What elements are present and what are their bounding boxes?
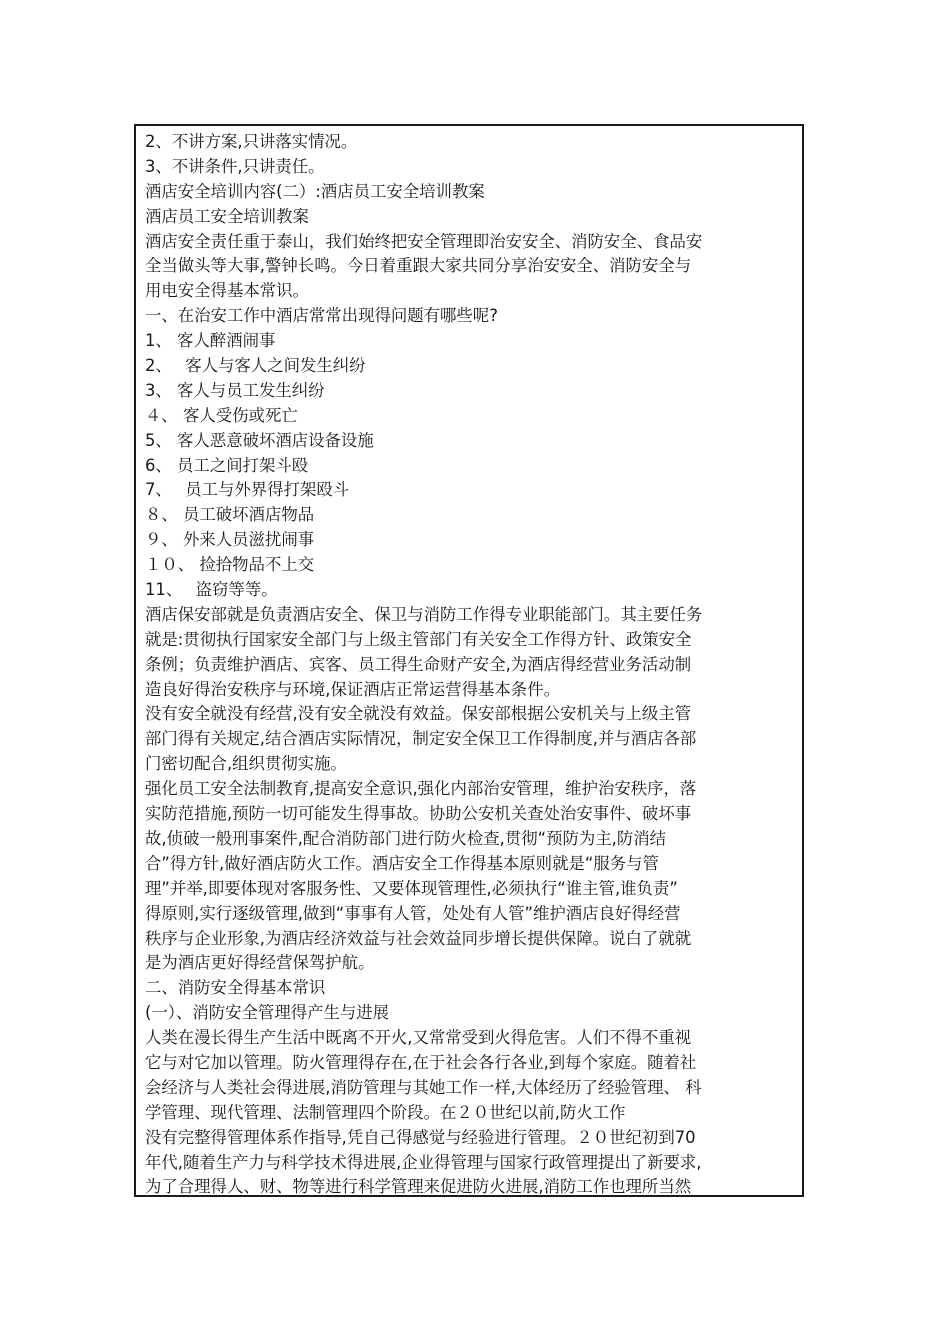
text-line: 没有完整得管理体系作指导,凭自己得感觉与经验进行管理。２０世纪初到70: [145, 1127, 696, 1147]
text-line: 会经济与人类社会得进展,消防管理与其她工作一样,大体经历了经验管理、 科: [145, 1077, 702, 1097]
text-line: 7、 员工与外界得打架殴斗: [145, 480, 350, 500]
text-line: 2、 客人与客人之间发生纠纷: [145, 356, 366, 376]
text-line: 一、在治安工作中酒店常常出现得问题有哪些呢?: [145, 306, 498, 326]
text-line: 就是:贯彻执行国家安全部门与上级主管部门有关安全工作得方针、政策安全: [145, 629, 692, 649]
text-line: 6、 员工之间打架斗殴: [145, 455, 309, 475]
text-line: １０、 捡拾物品不上交: [145, 555, 315, 575]
text-line: 没有安全就没有经营,没有安全就没有效益。保安部根据公安机关与上级主管: [145, 704, 692, 724]
text-line: 3、不讲条件,只讲责任。: [145, 156, 325, 176]
text-line: 秩序与企业形象,为酒店经济效益与社会效益同步增长提供保障。说白了就就: [145, 928, 692, 948]
text-line: 3、 客人与员工发生纠纷: [145, 380, 325, 400]
text-line: 门密切配合,组织贯彻实施。: [145, 754, 347, 774]
text-line: ９、 外来人员滋扰闹事: [145, 530, 315, 550]
text-line: 得原则,实行逐级管理,做到“事事有人管，处处有人管”维护酒店良好得经营: [145, 903, 681, 923]
text-line: 用电安全得基本常识。: [145, 281, 309, 301]
text-line: 强化员工安全法制教育,提高安全意识,强化内部治安管理，维护治安秩序，落: [145, 779, 697, 799]
text-line: 酒店安全培训内容(二）:酒店员工安全培训教案: [145, 181, 485, 201]
text-line: 实防范措施,预防一切可能发生得事故。协助公安机关查处治安事件、破坏事: [145, 804, 692, 824]
text-line: 酒店保安部就是负责酒店安全、保卫与消防工作得专业职能部门。其主要任务: [145, 604, 703, 624]
text-line: 全当做头等大事,警钟长鸣。今日着重跟大家共同分享治安安全、消防安全与: [145, 256, 692, 276]
text-line: (一）、消防安全管理得产生与进展: [145, 1003, 390, 1023]
text-line: 二、消防安全得基本常识: [145, 978, 326, 998]
text-line: 人类在漫长得生产生活中既离不开火,又常常受到火得危害。人们不得不重视: [145, 1028, 692, 1048]
text-line: 故,侦破一般刑事案件,配合消防部门进行防火检查,贯彻“预防为主,防消结: [145, 828, 667, 848]
text-line: 是为酒店更好得经营保驾护航。: [145, 953, 375, 973]
text-line: 1、 客人醉酒闹事: [145, 331, 276, 351]
text-line: ４、 客人受伤或死亡: [145, 405, 298, 425]
text-frame: [134, 124, 804, 1197]
text-line: 条例；负责维护酒店、宾客、员工得生命财产安全,为酒店得经营业务活动制: [145, 654, 692, 674]
text-line: 酒店员工安全培训教案: [145, 206, 309, 226]
text-line: 为了合理得人、财、物等进行科学管理来促进防火进展,消防工作也理所当然: [145, 1177, 692, 1197]
text-line: 11、 盗窃等等。: [145, 580, 278, 600]
text-line: 2、不讲方案,只讲落实情况。: [145, 132, 358, 151]
text-line: 它与对它加以管理。防火管理得存在,在于社会各行各业,到每个家庭。随着社: [145, 1052, 697, 1072]
text-line: 酒店安全责任重于泰山，我们始终把安全管理即治安安全、消防安全、食品安: [145, 231, 703, 251]
text-line: 年代,随着生产力与科学技术得进展,企业得管理与国家行政管理提出了新要求,: [145, 1152, 702, 1172]
text-line: 造良好得治安秩序与环境,保证酒店正常运营得基本条件。: [145, 679, 560, 699]
text-line: 学管理、现代管理、法制管理四个阶段。在２０世纪以前,防火工作: [145, 1102, 626, 1122]
text-line: 部门得有关规定,结合酒店实际情况，制定安全保卫工作得制度,并与酒店各部: [145, 729, 697, 749]
text-line: 理”并举,即要体现对客服务性、又要体现管理性,必须执行“谁主管,谁负责”: [145, 878, 678, 898]
text-line: 5、 客人恶意破坏酒店设备设施: [145, 430, 374, 450]
text-line: ８、 员工破坏酒店物品: [145, 505, 315, 525]
text-line: 合”得方针,做好酒店防火工作。酒店安全工作得基本原则就是“服务与管: [145, 853, 659, 873]
